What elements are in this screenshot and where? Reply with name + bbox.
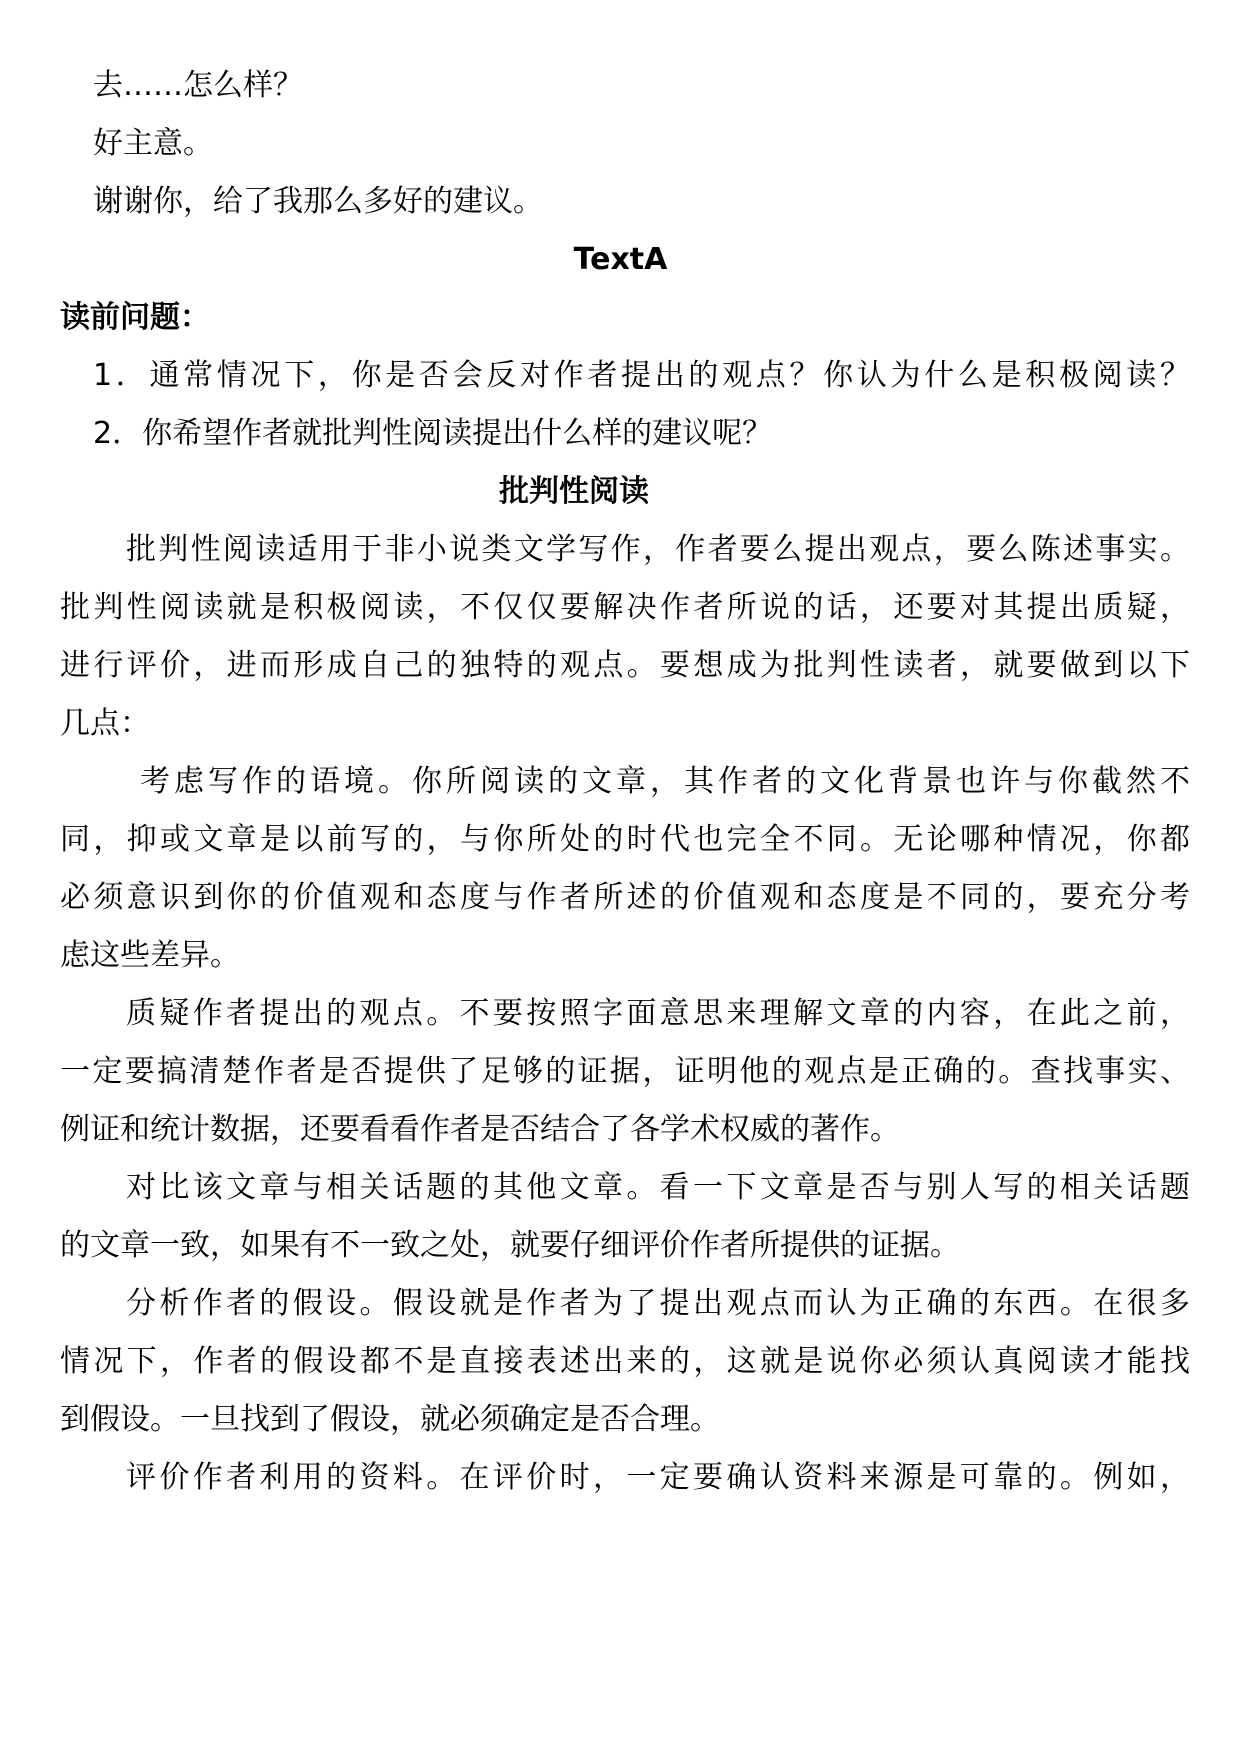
paragraph-line: 考虑写作的语境。你所阅读的文章，其作者的文化背景也许与你截然不 <box>140 764 1190 799</box>
paragraph-line: 分析作者的假设。假设就是作者为了提出观点而认为正确的东西。在很多 <box>126 1286 1190 1321</box>
paragraph-line: 虑这些差异。 <box>60 938 240 973</box>
prereading-questions-heading: 读前问题： <box>60 300 210 335</box>
question-item: 1．通常情况下，你是否会反对作者提出的观点？你认为什么是积极阅读？ <box>93 358 1190 393</box>
paragraph-line: 几点： <box>60 706 150 741</box>
paragraph-line: 的文章一致，如果有不一致之处，就要仔细评价作者所提供的证据。 <box>60 1228 960 1263</box>
paragraph-line: 到假设。一旦找到了假设，就必须确定是否合理。 <box>60 1402 720 1437</box>
section-heading: TextA <box>573 242 668 277</box>
dialogue-line: 好主意。 <box>93 126 213 161</box>
paragraph-line: 评价作者利用的资料。在评价时，一定要确认资料来源是可靠的。例如， <box>126 1460 1190 1495</box>
paragraph-line: 批判性阅读适用于非小说类文学写作，作者要么提出观点，要么陈述事实。 <box>126 532 1190 567</box>
question-item: 2．你希望作者就批判性阅读提出什么样的建议呢？ <box>93 416 773 451</box>
paragraph-line: 一定要搞清楚作者是否提供了足够的证据，证明他的观点是正确的。查找事实、 <box>60 1054 1190 1089</box>
paragraph-line: 例证和统计数据，还要看看作者是否结合了各学术权威的著作。 <box>60 1112 900 1147</box>
article-title: 批判性阅读 <box>499 474 649 509</box>
paragraph-line: 质疑作者提出的观点。不要按照字面意思来理解文章的内容，在此之前， <box>126 996 1190 1031</box>
dialogue-line: 谢谢你，给了我那么多好的建议。 <box>93 184 543 219</box>
paragraph-line: 批判性阅读就是积极阅读，不仅仅要解决作者所说的话，还要对其提出质疑， <box>60 590 1190 625</box>
paragraph-line: 对比该文章与相关话题的其他文章。看一下文章是否与别人写的相关话题 <box>126 1170 1190 1205</box>
paragraph-line: 必须意识到你的价值观和态度与作者所述的价值观和态度是不同的，要充分考 <box>60 880 1190 915</box>
paragraph-line: 进行评价，进而形成自己的独特的观点。要想成为批判性读者，就要做到以下 <box>60 648 1190 683</box>
paragraph-line: 同，抑或文章是以前写的，与你所处的时代也完全不同。无论哪种情况，你都 <box>60 822 1190 857</box>
paragraph-line: 情况下，作者的假设都不是直接表述出来的，这就是说你必须认真阅读才能找 <box>60 1344 1190 1379</box>
dialogue-line: 去……怎么样？ <box>93 68 303 103</box>
